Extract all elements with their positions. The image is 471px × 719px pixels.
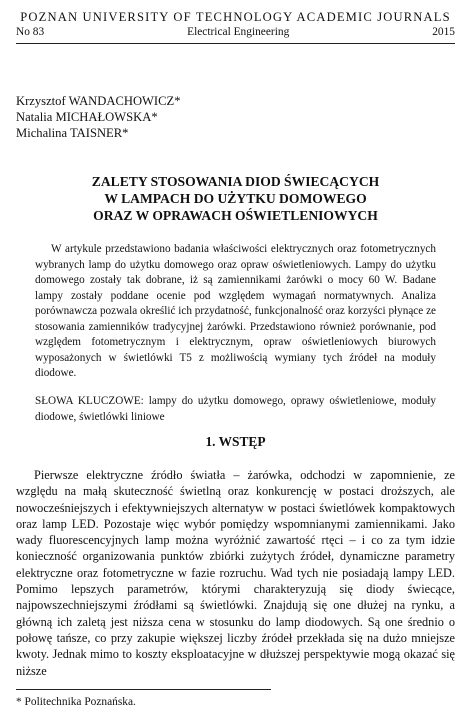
journal-name: POZNAN UNIVERSITY OF TECHNOLOGY ACADEMIC JOURNALS xyxy=(20,10,451,24)
section-heading: 1. WSTĘP xyxy=(205,434,266,449)
header-rule xyxy=(16,43,455,44)
paper-title xyxy=(16,173,455,224)
author: Michalina TAISNER* xyxy=(16,126,129,140)
body-paragraph: Pierwsze elektryczne źródło światła – żarówka, odchodzi w zapomnienie, ze względu na małą skuteczność świetlną oraz konkurencję w postaci droższych, ale nowocześniejszych i efektywniejszych alternatyw w postaci świetlówek kompaktowych oraz lamp LED. Pozostaje więc wybór pomiędzy wspomnianymi zamiennikami. Jako wady fluorescencyjnych lamp można wyróżnić zawartość rtęci – i co za tym idzie konieczność organizowania punktów zbiórki zużytych źródeł, dynamiczne parametry elektryczne oraz fotometryczne w fazie rozruchu. Wad tych nie posiadają lampy LED. Pomimo lepszych parametrów, którymi charakteryzują się diody świecące, najpowszechniejszymi źródłami są świetlówki. Znajdują się one dłużej na rynku, a główną ich zaletą jest niższa cena w stosunku do lamp diodowych. Są one średnio o połowę tańsze, co przy zakupie większej liczby źródeł przekłada się na dużo mniejsze kwoty. Jednak mimo to koszty eksploatacyjne w dłuższej perspektywie mogą okazać się niższe xyxy=(16,468,455,678)
issue-number: No 83 xyxy=(16,26,45,38)
title-line: W LAMPACH DO UŻYTKU DOMOWEGO xyxy=(104,191,367,206)
footnote: * Politechnika Poznańska. xyxy=(16,696,136,708)
title-line: ZALETY STOSOWANIA DIOD ŚWIECĄCYCH xyxy=(91,174,380,189)
author-list xyxy=(16,93,181,141)
author: Natalia MICHAŁOWSKA* xyxy=(16,110,158,124)
keywords: SŁOWA KLUCZOWE: lampy do użytku domowego, oprawy oświetleniowe, moduły diodowe, świetlówki liniowe xyxy=(35,395,436,423)
author: Krzysztof WANDACHOWICZ* xyxy=(16,94,181,108)
abstract: W artykule przedstawiono badania właściwości elektrycznych oraz fotometrycznych wybranych lamp do użytku domowego oraz opraw oświetleniowych. Lampy do użytku domowego zostały tak dobrane, iż są zamiennikami żarówki o mocy 60 W. Badane lampy zostały poddane ocenie pod względem wymagań normatywnych. Analiza porównawcza pozwala określić ich przydatność, funkcjonalność oraz korzyści płynące ze stosowania zamienników tradycyjnej żarówki. Przedstawiono również porównanie, pod względem fotometrycznym i elektrycznym, opraw oświetleniowych biurowych wyposażonych w świetlówki T5 z możliwością wymiany tych źródeł na moduły diodowe. xyxy=(35,243,436,379)
issue-row xyxy=(16,26,455,38)
footnote-rule xyxy=(16,689,271,690)
journal-section: Electrical Engineering xyxy=(187,26,290,38)
issue-year: 2015 xyxy=(432,26,455,38)
title-line: ORAZ W OPRAWACH OŚWIETLENIOWYCH xyxy=(93,208,378,223)
